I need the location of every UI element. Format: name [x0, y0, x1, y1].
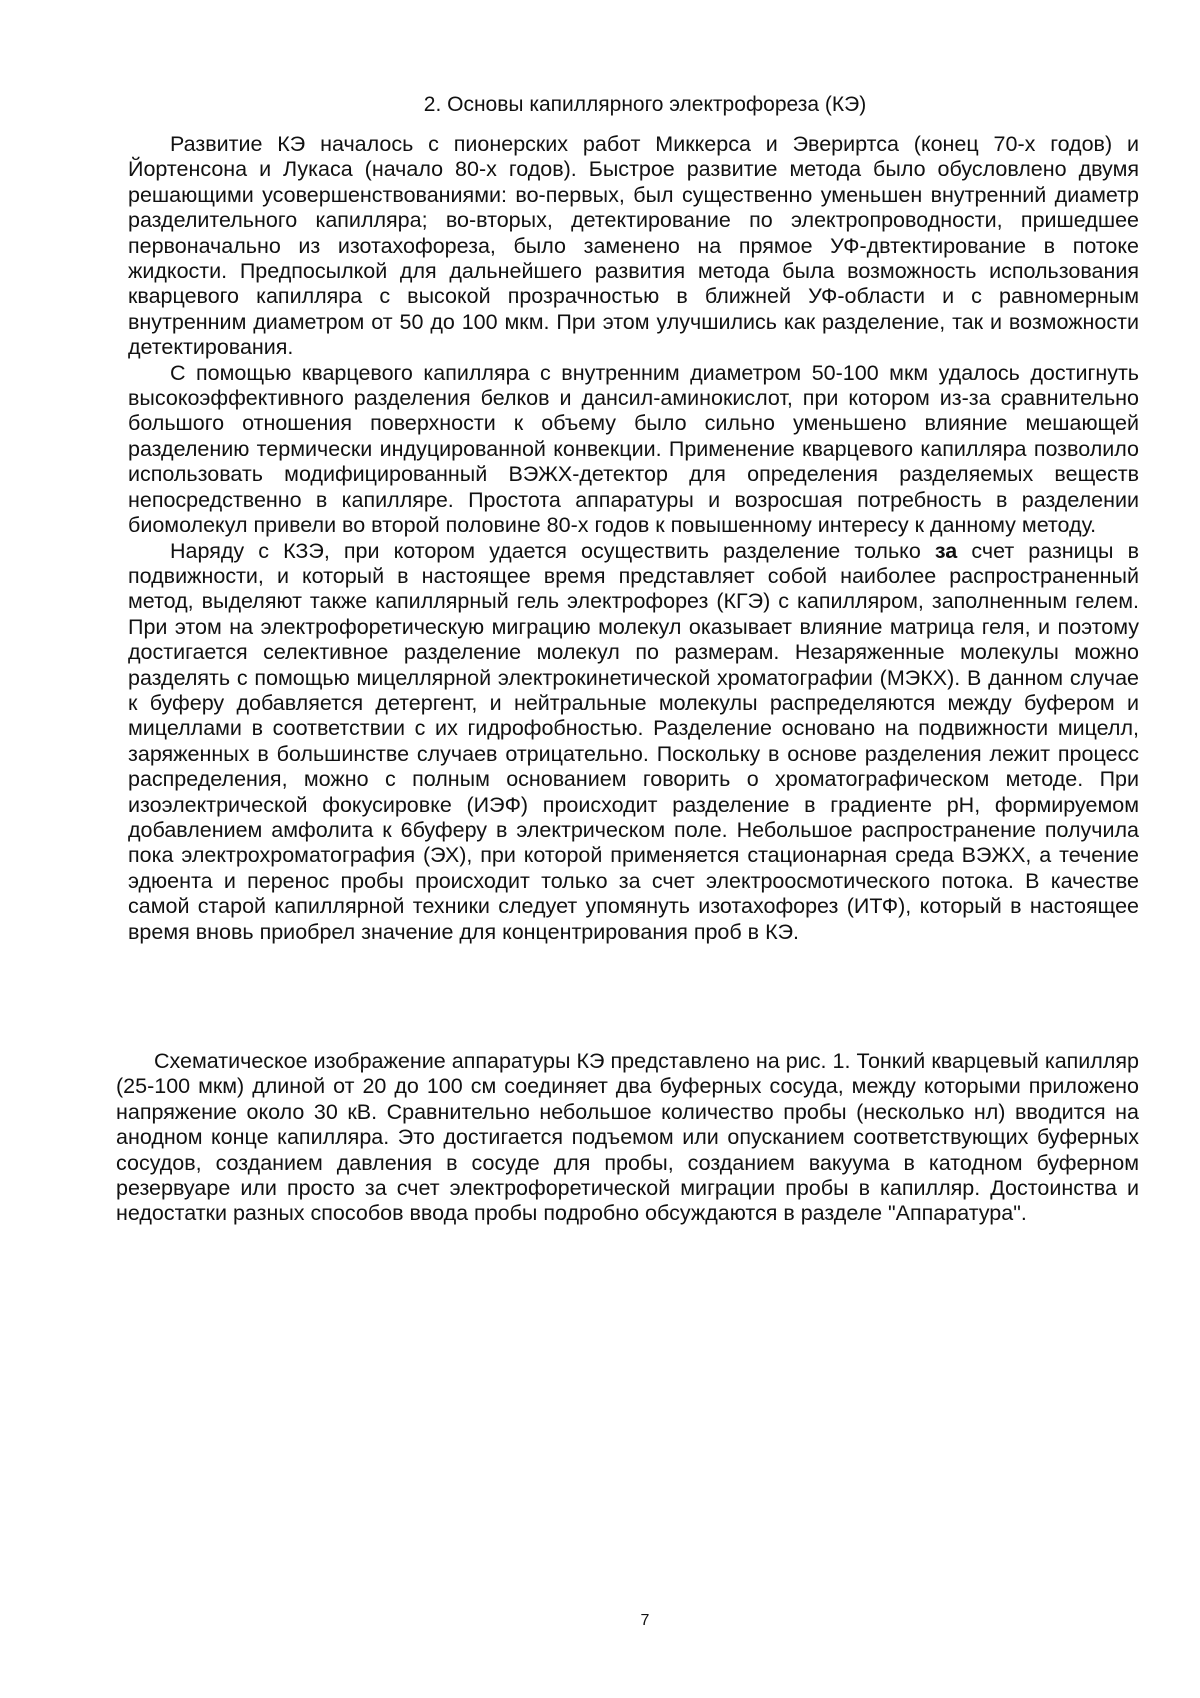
body-text-apparatus [116, 1049, 1139, 1227]
body-text-main [128, 132, 1139, 945]
paragraph-apparatus: Схематическое изображение аппаратуры КЭ представлено на рис. 1. Тонкий кварцевый капилляр (25-100 мкм) длиной от 20 до 100 см соединяет два буферных сосуда, между которыми приложено напряжение около 30 кВ. Сравнительно небольшое количество пробы (несколько нл) вводится на анодном конце капилляра. Это достигается подъемом или опусканием соответствующих буферных сосудов, созданием давления в сосуде для пробы, созданием вакуума в катодном буферном резервуаре или просто за счет электрофоретической миграции пробы в капилляр. Достоинства и недостатки разных способов ввода пробы подробно обсуждаются в разделе "Аппаратура". [116, 1049, 1139, 1226]
section-heading: 2. Основы капиллярного электрофореза (КЭ) [423, 93, 867, 116]
paragraph-history: Развитие КЭ началось с пионерских работ Миккерса и Эвериртса (конец 70-х годов) и Йортенсона и Лукаса (начало 80-х годов). Быстрое развитие метода было обусловлено двумя решающими усовершенствованиями: во-первых, был существенно уменьшен внутренний диаметр разделительного капилляра; во-вторых, детектирование по электропроводности, пришедшее первоначально из изотахофореза, было заменено на прямое УФ-двтектирование в потоке жидкости. Предпосылкой для дальнейшего развития метода была возможность использования кварцевого капилляра с высокой прозрачностью в ближней УФ-области и с равномерным внутренним диаметром от 50 до 100 мкм. При этом улучшились как разделение, так и возможности детектирования. [128, 132, 1139, 360]
bold-word: за [934, 538, 958, 563]
paragraph-techniques [128, 539, 1139, 946]
paragraph-quartz-capillary: С помощью кварцевого капилляра с внутренним диаметром 50-100 мкм удалось достигнуть высокоэффективного разделения белков и дансил-аминокислот, при котором из-за сравнительно большого отношения поверхности к объему было сильно уменьшено влияние мешающей разделению термически индуцированной конвекции. Применение кварцевого капилляра позволило использовать модифицированный ВЭЖХ-детектор для определения разделяемых веществ непосредственно в капилляре. Простота аппаратуры и возросшая потребность в разделении биомолекул привели во второй половине 80-х годов к повышенному интересу к данному методу. [128, 360, 1139, 538]
paragraph-techniques-rest: счет разницы в подвижности, и который в настоящее время представляет собой наиболее распространенный метод, выделяют также капиллярный гель электрофорез (КГЭ) с капилляром, заполненным гелем. При этом на электрофоретическую миграцию молекул оказывает влияние матрица геля, и поэтому достигается селективное разделение молекул по размерам. Незаряженные молекулы можно разделять с помощью мицеллярной электрокинетической хроматографии (МЭКХ). В данном случае к буферу добавляется детергент, и нейтральные молекулы распределяются между буфером и мицеллами в соответствии с их гидрофобностью. Разделение основано на подвижности мицелл, заряженных в большинстве случаев отрицательно. Поскольку в основе разделения лежит процесс распределения, можно с полным основанием говорить о хроматографическом методе. При изоэлектрической фокусировке (ИЭФ) происходит разделение в градиенте pH, формируемом добавлением амфолита к 6буферу в электрическом поле. Небольшое распространение получила пока электрохроматография (ЭХ), при которой применяется стационарная среда ВЭЖХ, а течение эдюента и перенос пробы происходит только за счет электроосмотического потока. В качестве самой старой капиллярной техники следует упомянуть изотахофорез (ИТФ), который в настоящее время вновь приобрел значение для концентрирования проб в КЭ. [128, 538, 1139, 944]
page-number: 7 [640, 1612, 650, 1629]
paragraph-techniques-start: Наряду с КЗЭ, при котором удается осуществить разделение только [170, 538, 935, 563]
